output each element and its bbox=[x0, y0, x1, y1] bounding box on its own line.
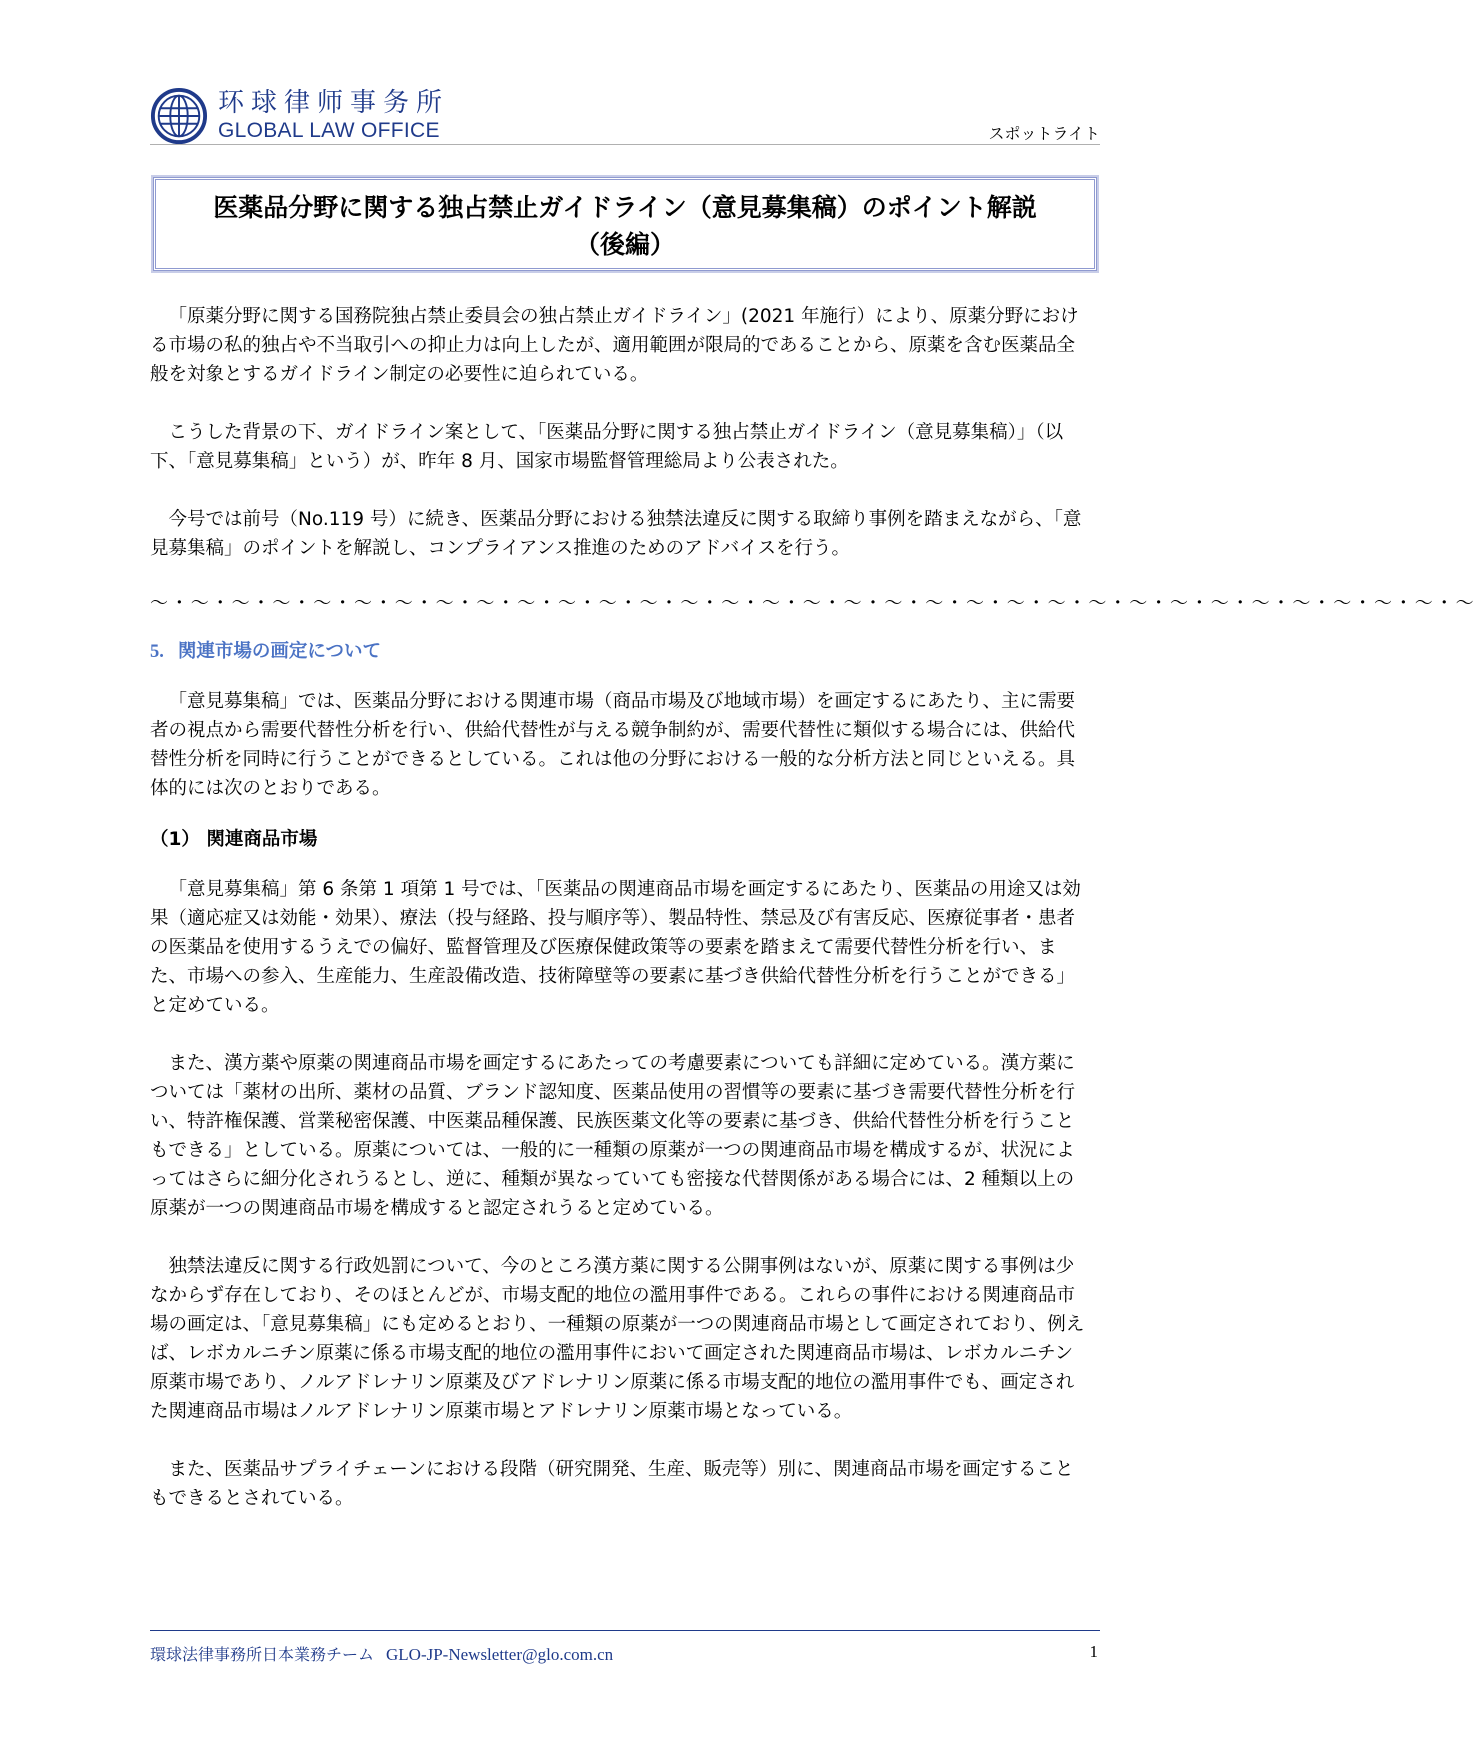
subsection-paragraph: また、漢方薬や原薬の関連商品市場を画定するにあたっての考慮要素についても詳細に定めている。漢方薬については「薬材の出所、薬材の品質、ブランド認知度、医薬品使用の習慣等の要素に基づき需要代替性分析を行い、特許権保護、営業秘密保護、中医薬品種保護、民族医薬文化等の要素に基づき、供給代替性分析を行うこともできる」としている。原薬については、一般的に一種類の原薬が一つの関連商品市場を構成するが、状況によってはさらに細分化されうるとし、逆に、種類が異なっていても密接な代替関係がある場合には、2 種類以上の原薬が一つの関連商品市場を構成すると認定されうると定めている。 bbox=[150, 1053, 1076, 1219]
section-number: 5. bbox=[150, 642, 164, 662]
section-title: 関連市場の画定について bbox=[177, 641, 382, 662]
wave-divider: ～・～・～・～・～・～・～・～・～・～・～・～・～・～・～・～・～・～・～・～・～・～・～・～・～・～・～・～・～・～・～・～・～ bbox=[150, 593, 1476, 614]
footer-divider bbox=[150, 1630, 1100, 1631]
document-subtitle: （後編） bbox=[574, 230, 675, 259]
section-tag: スポットライト bbox=[988, 124, 1100, 143]
page-number: 1 bbox=[1089, 1642, 1098, 1661]
footer-email-link[interactable]: GLO-JP-Newsletter@glo.com.cn bbox=[386, 1645, 614, 1664]
section-paragraph: 「意見募集稿」では、医薬品分野における関連市場（商品市場及び地域市場）を画定するにあたり、主に需要者の視点から需要代替性分析を行い、供給代替性が与える競争制約が、需要代替性に類似する場合には、供給代替性分析を同時に行うことができるとしている。これは他の分野における一般的な分析方法と同じといえる。具体的には次のとおりである。 bbox=[150, 691, 1076, 799]
footer-contact bbox=[150, 1642, 613, 1665]
logo-text bbox=[218, 88, 449, 144]
subsection-paragraph: 独禁法違反に関する行政処罰について、今のところ漢方薬に関する公開事例はないが、原薬に関する事例は少なからず存在しており、そのほとんどが、市場支配的地位の濫用事件である。これらの事件における関連商品市場の画定は、「意見募集稿」にも定めるとおり、一種類の原薬が一つの関連商品市場として画定されており、例えば、レボカルニチン原薬に係る市場支配的地位の濫用事件において画定された関連商品市場は、レボカルニチン原薬市場であり、ノルアドレナリン原薬及びアドレナリン原薬に係る市場支配的地位の濫用事件でも、画定された関連商品市場はノルアドレナリン原薬市場とアドレナリン原薬市場となっている。 bbox=[150, 1256, 1085, 1422]
firm-name-chinese: 环球律师事务所 bbox=[218, 88, 450, 118]
subsection-paragraph: 「意見募集稿」第 6 条第 1 項第 1 号では、「医薬品の関連商品市場を画定するにあたり、医薬品の用途又は効果（適応症又は効能・効果）、療法（投与経路、投与順序等）、製品特性、禁忌及び有害反応、医療従事者・患者の医薬品を使用するうえでの偏好、監督管理及び医療保健政策等の要素を踏まえて需要代替性分析を行い、また、市場への参入、生産能力、生産設備改造、技術障壁等の要素に基づき供給代替性分析を行うことができる」と定めている。 bbox=[150, 879, 1081, 1016]
document-title: 医薬品分野に関する独占禁止ガイドライン（意見募集稿）のポイント解説 bbox=[213, 193, 1037, 222]
subsection-heading: （1） 関連商品市場 bbox=[150, 829, 318, 850]
firm-logo bbox=[150, 85, 449, 147]
globe-logo-icon bbox=[150, 87, 208, 145]
subsection-paragraph: また、医薬品サプライチェーンにおける段階（研究開発、生産、販売等）別に、関連商品市場を画定することもできるとされている。 bbox=[150, 1459, 1074, 1509]
title-box bbox=[153, 177, 1097, 271]
header-divider bbox=[150, 144, 1100, 145]
intro-paragraph: 「原薬分野に関する国務院独占禁止委員会の独占禁止ガイドライン」(2021 年施行）により、原薬分野における市場の私的独占や不当取引への抑止力は向上したが、適用範囲が限局的であることから、原薬を含む医薬品全般を対象とするガイドライン制定の必要性に迫られている。 bbox=[150, 306, 1079, 385]
article-body bbox=[150, 302, 1476, 1513]
firm-name-english: GLOBAL LAW OFFICE bbox=[218, 119, 440, 142]
section-heading bbox=[150, 637, 1090, 667]
footer-team-name: 環球法律事務所日本業務チーム bbox=[150, 1645, 375, 1664]
intro-paragraph: 今号では前号（No.119 号）に続き、医薬品分野における独禁法違反に関する取締り事例を踏まえながら、「意見募集稿」のポイントを解説し、コンプライアンス推進のためのアドバイスを行う。 bbox=[150, 509, 1082, 559]
intro-paragraph: こうした背景の下、ガイドライン案として、「医薬品分野に関する独占禁止ガイドライン（意見募集稿）」（以下、「意見募集稿」という）が、昨年 8 月、国家市場監督管理総局より公表された。 bbox=[150, 422, 1064, 472]
